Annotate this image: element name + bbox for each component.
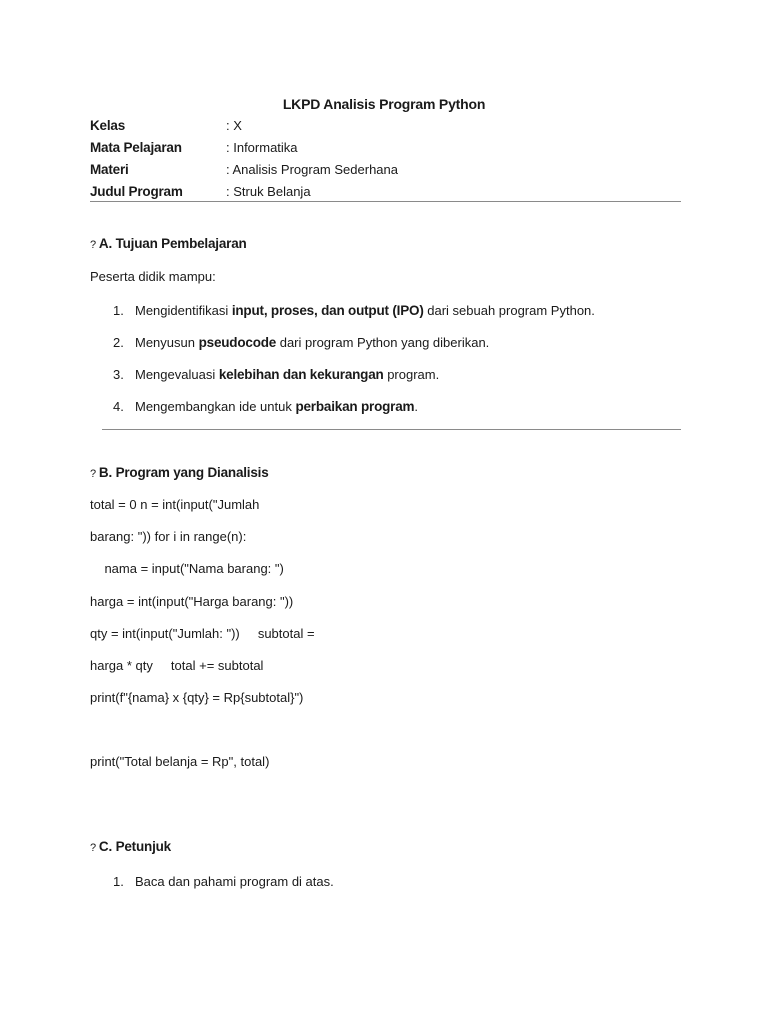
list-text: Menyusun pseudocode dari program Python yang diberikan. bbox=[135, 335, 490, 350]
divider bbox=[102, 429, 681, 430]
code-line: nama = input("Nama barang: ") bbox=[90, 561, 284, 576]
list-number: 4. bbox=[113, 399, 124, 414]
list-item bbox=[113, 398, 693, 430]
missing-glyph-icon: ? bbox=[90, 842, 96, 854]
meta-value: : Informatika bbox=[226, 140, 298, 155]
list-item bbox=[113, 873, 693, 905]
meta-key: Mata Pelajaran bbox=[90, 140, 182, 155]
list-number: 1. bbox=[113, 303, 124, 318]
meta-table bbox=[90, 117, 680, 205]
list-text: Mengevaluasi kelebihan dan kekurangan program. bbox=[135, 367, 440, 382]
meta-value: : Analisis Program Sederhana bbox=[226, 162, 398, 177]
meta-value: : Struk Belanja bbox=[226, 184, 311, 199]
document-title: LKPD Analisis Program Python bbox=[282, 96, 486, 112]
section-b-title: B. Program yang Dianalisis bbox=[98, 465, 269, 480]
list-number: 3. bbox=[113, 367, 124, 382]
list-text: Mengidentifikasi input, proses, dan output (IPO) dari sebuah program Python. bbox=[135, 303, 595, 318]
code-line: harga * qty total += subtotal bbox=[90, 658, 264, 673]
code-line: total = 0 n = int(input("Jumlah bbox=[90, 497, 260, 512]
list-item bbox=[113, 366, 693, 398]
meta-row-materi bbox=[90, 161, 680, 183]
code-line: harga = int(input("Harga barang: ")) bbox=[90, 594, 294, 609]
code-line: barang: ")) for i in range(n): bbox=[90, 529, 247, 544]
instructions-list bbox=[113, 873, 693, 905]
section-a-intro: Peserta didik mampu: bbox=[90, 269, 216, 284]
code-line: print("Total belanja = Rp", total) bbox=[90, 754, 270, 769]
missing-glyph-icon: ? bbox=[90, 239, 96, 251]
list-item bbox=[113, 334, 693, 366]
section-c-heading bbox=[90, 839, 171, 854]
list-number: 2. bbox=[113, 335, 124, 350]
list-number: 1. bbox=[113, 874, 124, 889]
section-c-title: C. Petunjuk bbox=[98, 839, 171, 854]
code-line: qty = int(input("Jumlah: ")) subtotal = bbox=[90, 626, 315, 641]
missing-glyph-icon: ? bbox=[90, 468, 96, 480]
section-b-heading bbox=[90, 465, 269, 480]
meta-row-mata-pelajaran bbox=[90, 139, 680, 161]
section-a-heading bbox=[90, 236, 247, 251]
meta-row-kelas bbox=[90, 117, 680, 139]
list-text: Baca dan pahami program di atas. bbox=[135, 874, 334, 889]
meta-key: Judul Program bbox=[90, 184, 183, 199]
meta-key: Kelas bbox=[90, 118, 126, 133]
meta-value: : X bbox=[226, 118, 242, 133]
meta-key: Materi bbox=[90, 162, 129, 177]
code-line: print(f"{nama} x {qty} = Rp{subtotal}") bbox=[90, 690, 304, 705]
list-item bbox=[113, 302, 693, 334]
list-text: Mengembangkan ide untuk perbaikan program. bbox=[135, 399, 418, 414]
divider bbox=[90, 201, 681, 202]
objectives-list bbox=[113, 302, 693, 430]
section-a-title: A. Tujuan Pembelajaran bbox=[98, 236, 247, 251]
